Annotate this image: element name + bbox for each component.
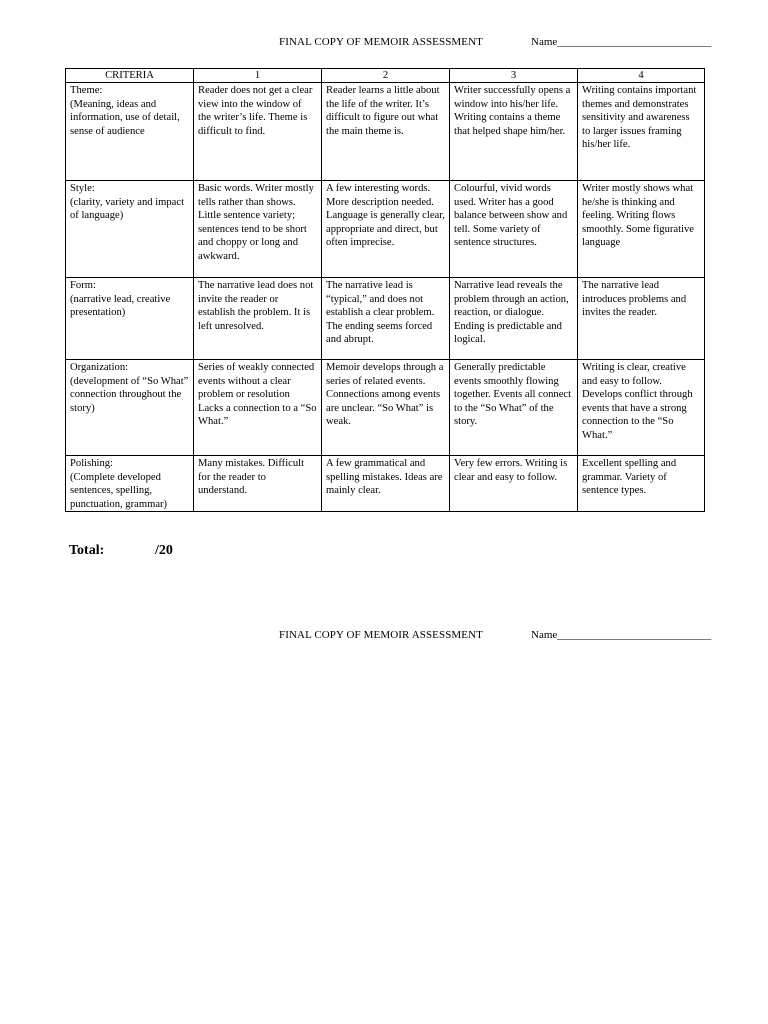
rubric-cell: Writing is clear, creative and easy to follow. Develops conflict through events that have a strong connection to the “So What.” — [578, 360, 705, 456]
criteria-name: Organization: — [70, 362, 129, 373]
criteria-cell — [66, 456, 194, 512]
table-row — [66, 181, 705, 278]
criteria-description: (development of “So What” connection throughout the story) — [70, 375, 189, 414]
criteria-name: Form: — [70, 280, 96, 291]
criteria-description: (Complete developed sentences, spelling, punctuation, grammar) — [70, 471, 168, 510]
total-label: Total: — [69, 543, 105, 558]
rubric-cell: Writing contains important themes and demonstrates sensitivity and awareness to larger issues framing his/her life. — [578, 83, 705, 181]
rubric-cell: The narrative lead introduces problems and invites the reader. — [578, 278, 705, 360]
rubric-cell: Basic words. Writer mostly tells rather than shows. Little sentence variety; sentences tend to be short and choppy or long and awkward. — [194, 181, 322, 278]
rubric-cell: Colourful, vivid words used. Writer has a good balance between show and tell. Some variety of sentence structures. — [450, 181, 578, 278]
rubric-cell: Reader learns a little about the life of the writer. It’s difficult to figure out what the main theme is. — [322, 83, 450, 181]
name-field-copy: Name____________________________ — [531, 629, 712, 641]
rubric-cell: Narrative lead reveals the problem through an action, reaction, or dialogue. Ending is predictable and logical. — [450, 278, 578, 360]
rubric-cell: Excellent spelling and grammar. Variety of sentence types. — [578, 456, 705, 512]
column-header-4: 4 — [578, 69, 705, 83]
rubric-cell: Very few errors. Writing is clear and easy to follow. — [450, 456, 578, 512]
table-row — [66, 360, 705, 456]
criteria-description: (clarity, variety and impact of language) — [70, 196, 185, 222]
criteria-name: Polishing: — [70, 458, 113, 469]
table-row — [66, 456, 705, 512]
rubric-cell: Generally predictable events smoothly flowing together. Events all connect to the “So What” of the story. — [450, 360, 578, 456]
page-title: FINAL COPY OF MEMOIR ASSESSMENT — [279, 36, 483, 48]
rubric-header-row — [66, 69, 705, 83]
rubric-cell: A few interesting words. More description needed. Language is generally clear, appropriate and direct, but often imprecise. — [322, 181, 450, 278]
rubric-table — [65, 68, 705, 512]
column-header-1: 1 — [194, 69, 322, 83]
total-score-line — [69, 542, 173, 560]
table-row — [66, 83, 705, 181]
rubric-cell: A few grammatical and spelling mistakes. Ideas are mainly clear. — [322, 456, 450, 512]
rubric-cell: Writer mostly shows what he/she is thinking and feeling. Writing flows smoothly. Some figurative language — [578, 181, 705, 278]
rubric-cell: The narrative lead is “typical,” and does not establish a clear problem. The ending seems forced and abrupt. — [322, 278, 450, 360]
assessment-header — [0, 34, 768, 50]
criteria-name: Style: — [70, 183, 95, 194]
rubric-cell: Reader does not get a clear view into the window of the writer’s life. Theme is difficult to find. — [194, 83, 322, 181]
table-row — [66, 278, 705, 360]
assessment-header-copy — [0, 627, 768, 643]
criteria-name: Theme: — [70, 85, 103, 96]
total-score: /20 — [155, 543, 173, 558]
column-header-2: 2 — [322, 69, 450, 83]
rubric-cell: Many mistakes. Difficult for the reader to understand. — [194, 456, 322, 512]
criteria-cell — [66, 181, 194, 278]
rubric-cell: The narrative lead does not invite the reader or establish the problem. It is left unresolved. — [194, 278, 322, 360]
criteria-description: (narrative lead, creative presentation) — [70, 293, 171, 319]
rubric-cell: Memoir develops through a series of related events. Connections among events are unclear. “So What” is weak. — [322, 360, 450, 456]
rubric-cell: Series of weakly connected events without a clear problem or resolution Lacks a connection to a “So What.” — [194, 360, 322, 456]
criteria-description: (Meaning, ideas and information, use of detail, sense of audience — [70, 98, 180, 137]
name-field: Name____________________________ — [531, 36, 712, 48]
column-header-criteria: CRITERIA — [66, 69, 194, 83]
column-header-3: 3 — [450, 69, 578, 83]
criteria-cell — [66, 278, 194, 360]
criteria-cell — [66, 83, 194, 181]
criteria-cell — [66, 360, 194, 456]
rubric-cell: Writer successfully opens a window into his/her life. Writing contains a theme that helped shape him/her. — [450, 83, 578, 181]
page-title-copy: FINAL COPY OF MEMOIR ASSESSMENT — [279, 629, 483, 641]
